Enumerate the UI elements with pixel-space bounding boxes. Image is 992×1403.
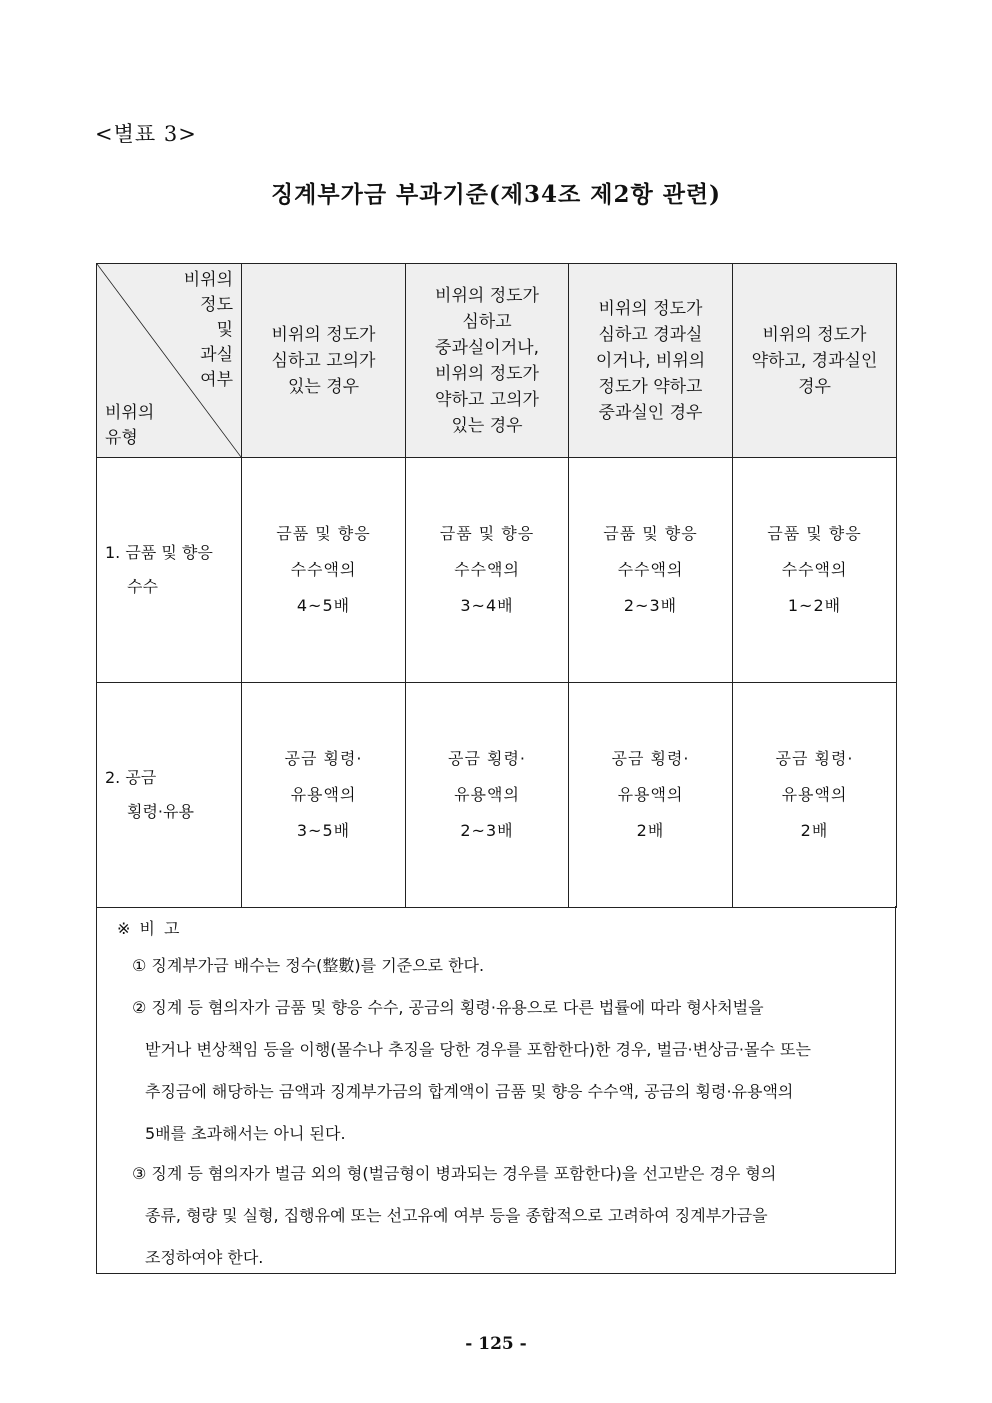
table-cell: 금품 및 향응 수수액의 2~3배 — [569, 458, 733, 683]
column-header-3: 비위의 정도가 심하고 경과실 이거나, 비위의 정도가 약하고 중과실인 경우 — [569, 264, 733, 458]
remark-2-cont: 받거나 변상책임 등을 이행(몰수나 추징을 당한 경우를 포함한다)한 경우, 벌금·변상금·몰수 또는 — [145, 1040, 811, 1059]
column-header-2: 비위의 정도가 심하고 중과실이거나, 비위의 정도가 약하고 고의가 있는 경우 — [406, 264, 569, 458]
table-cell: 금품 및 향응 수수액의 4~5배 — [242, 458, 406, 683]
column-header-1: 비위의 정도가 심하고 고의가 있는 경우 — [242, 264, 406, 458]
remark-3-cont: 조정하여야 한다. — [145, 1248, 264, 1267]
row-label-embezzlement: 2. 공금 횡령·유용 — [97, 683, 242, 908]
remark-1: ① 징계부가금 배수는 정수(整數)를 기준으로 한다. — [132, 956, 485, 975]
table-cell: 공금 횡령· 유용액의 2배 — [569, 683, 733, 908]
remarks-box — [96, 906, 896, 1274]
document-title: 징계부가금 부과기준(제34조 제2항 관련) — [270, 181, 722, 208]
corner-top-label: 비위의 정도 및 과실 여부 — [183, 270, 233, 390]
table-row — [97, 683, 897, 908]
remark-2-cont: 5배를 초과해서는 아니 된다. — [145, 1124, 346, 1143]
corner-bottom-label: 비위의 유형 — [105, 403, 155, 448]
criteria-table — [96, 263, 897, 908]
row-label-bribery: 1. 금품 및 향응 수수 — [97, 458, 242, 683]
remark-2: ② 징계 등 혐의자가 금품 및 향응 수수, 공금의 횡령·유용으로 다른 법률에 따라 형사처벌을 — [132, 998, 764, 1017]
table-row — [97, 458, 897, 683]
table-cell: 금품 및 향응 수수액의 3~4배 — [406, 458, 569, 683]
header-row — [97, 264, 897, 458]
remark-3-cont: 종류, 형량 및 실형, 집행유예 또는 선고유예 여부 등을 종합적으로 고려하여 징계부가금을 — [145, 1206, 768, 1225]
table-cell: 공금 횡령· 유용액의 2배 — [733, 683, 897, 908]
remark-3: ③ 징계 등 혐의자가 벌금 외의 형(벌금형이 병과되는 경우를 포함한다)을 선고받은 경우 형의 — [132, 1164, 777, 1183]
table-cell: 공금 횡령· 유용액의 2~3배 — [406, 683, 569, 908]
column-header-4: 비위의 정도가 약하고, 경과실인 경우 — [733, 264, 897, 458]
table-cell: 금품 및 향응 수수액의 1~2배 — [733, 458, 897, 683]
remark-2-cont: 추징금에 해당하는 금액과 징계부가금의 합계액이 금품 및 향응 수수액, 공금의 횡령·유용액의 — [145, 1082, 794, 1101]
corner-cell — [97, 264, 242, 458]
remarks-heading: ※ 비 고 — [117, 919, 182, 938]
appendix-tag: <별표 3> — [95, 122, 197, 146]
table-cell: 공금 횡령· 유용액의 3~5배 — [242, 683, 406, 908]
page-number: - 125 - — [465, 1334, 527, 1354]
